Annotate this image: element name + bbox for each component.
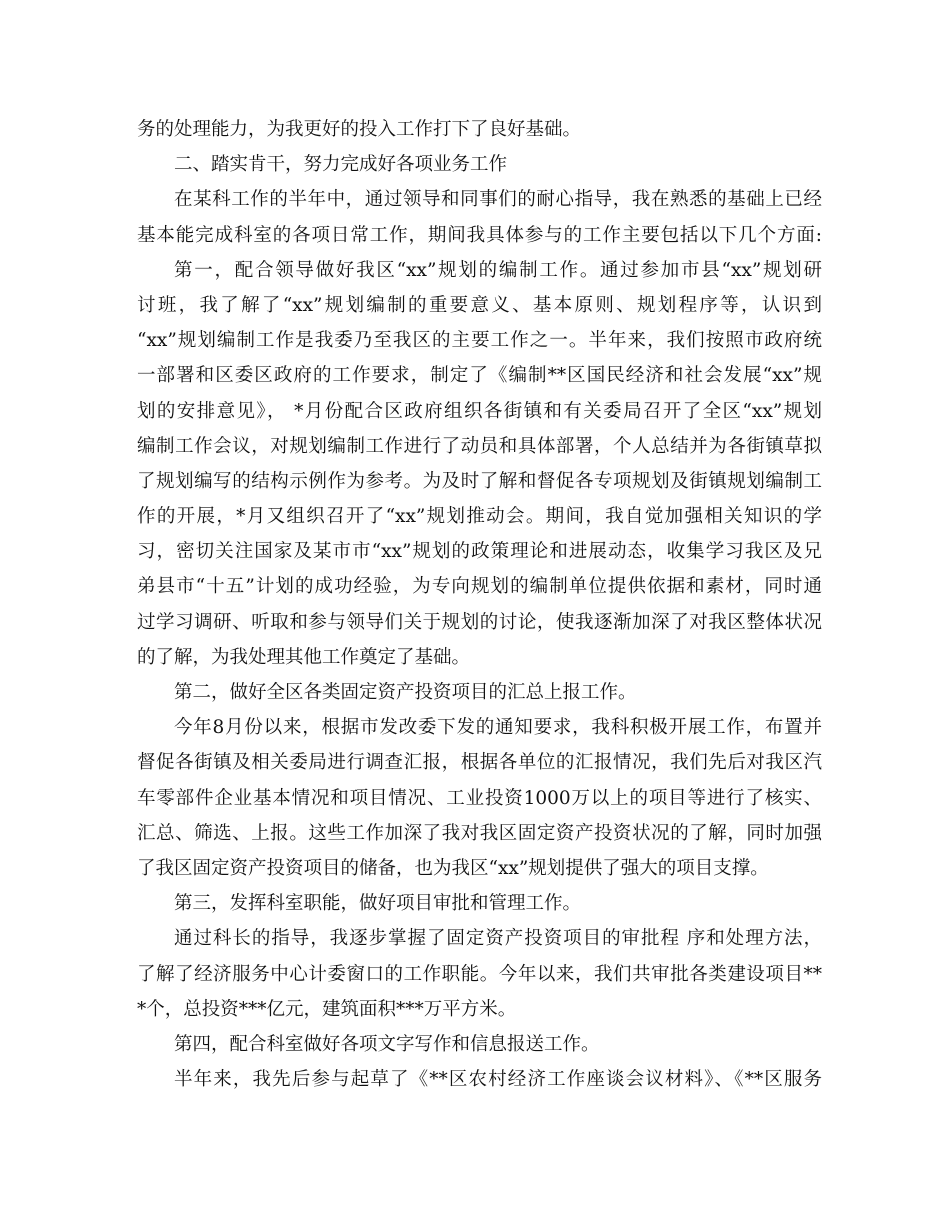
paragraph-line: *个，总投资***亿元，建筑面积***万平方米。 — [137, 998, 517, 1020]
paragraph-line: 车零部件企业基本情况和项目情况、工业投资1000万以上的项目等进行了核实、 — [137, 787, 822, 809]
paragraph-line: 划的安排意见》， *月份配合区政府组织各街镇和有关委局召开了全区“xx”规划 — [137, 400, 822, 422]
paragraph-line: 半年来，我先后参与起草了《**区农村经济工作座谈会议材料》、《**区服务 — [174, 1069, 822, 1091]
subsection-heading: 第三，发挥科室职能，做好项目审批和管理工作。 — [174, 893, 582, 915]
paragraph-line: 习，密切关注国家及某市市“xx”规划的政策理论和进展动态，收集学习我区及兄 — [137, 541, 822, 563]
paragraph-line: 弟县市“十五”计划的成功经验，为专向规划的编制单位提供依据和素材，同时通 — [137, 576, 822, 598]
paragraph-line: 过学习调研、听取和参与领导们关于规划的讨论，使我逐渐加深了对我区整体状况 — [137, 611, 822, 633]
paragraph-line: 编制工作会议，对规划编制工作进行了动员和具体部署，个人总结并为各街镇草拟 — [137, 435, 822, 457]
paragraph-line: 作的开展，*月又组织召开了“xx”规划推动会。期间，我自觉加强相关知识的学 — [137, 506, 822, 528]
paragraph-line: 今年8月份以来，根据市发改委下发的通知要求，我科积极开展工作，布置并 — [174, 717, 822, 739]
paragraph-line: 在某科工作的半年中，通过领导和同事们的耐心指导，我在熟悉的基础上已经 — [174, 189, 822, 211]
paragraph-line: 汇总、筛选、上报。这些工作加深了我对我区固定资产投资状况的了解，同时加强 — [137, 822, 822, 844]
subsection-heading: 第四，配合科室做好各项文字写作和信息报送工作。 — [174, 1033, 600, 1055]
paragraph-line: 务的处理能力，为我更好的投入工作打下了良好基础。 — [137, 119, 582, 140]
paragraph-line: 通过科长的指导，我逐步掌握了固定资产投资项目的审批程 序和处理方法， — [174, 928, 822, 950]
paragraph-line: 了解了经济服务中心计委窗口的工作职能。今年以来，我们共审批各类建设项目** — [137, 963, 822, 985]
paragraph-line: 了我区固定资产投资项目的储备，也为我区“xx”规划提供了强大的项目支撑。 — [137, 857, 769, 879]
paragraph-line: 讨班，我了解了“xx”规划编制的重要意义、基本原则、规划程序等，认识到 — [137, 294, 822, 316]
paragraph-line: “xx”规划编制工作是我委乃至我区的主要工作之一。半年来，我们按照市政府统 — [137, 330, 822, 352]
paragraph-line: 督促各街镇及相关委局进行调查汇报，根据各单位的汇报情况，我们先后对我区汽 — [137, 752, 822, 774]
section-heading: 二、踏实肯干，努力完成好各项业务工作 — [174, 154, 508, 176]
paragraph-line: 第一，配合领导做好我区“xx”规划的编制工作。通过参加市县“xx”规划研 — [174, 259, 822, 281]
document-body — [137, 112, 822, 1097]
paragraph-line: 一部署和区委区政府的工作要求，制定了《编制**区国民经济和社会发展“xx”规 — [137, 365, 822, 387]
subsection-heading: 第二，做好全区各类固定资产投资项目的汇总上报工作。 — [174, 682, 637, 703]
paragraph-line: 的了解，为我处理其他工作奠定了基础。 — [137, 646, 471, 668]
paragraph-line: 了规划编写的结构示例作为参考。为及时了解和督促各专项规划及街镇规划编制工 — [137, 470, 822, 492]
paragraph-line: 基本能完成科室的各项日常工作，期间我具体参与的工作主要包括以下几个方面: — [137, 224, 822, 246]
